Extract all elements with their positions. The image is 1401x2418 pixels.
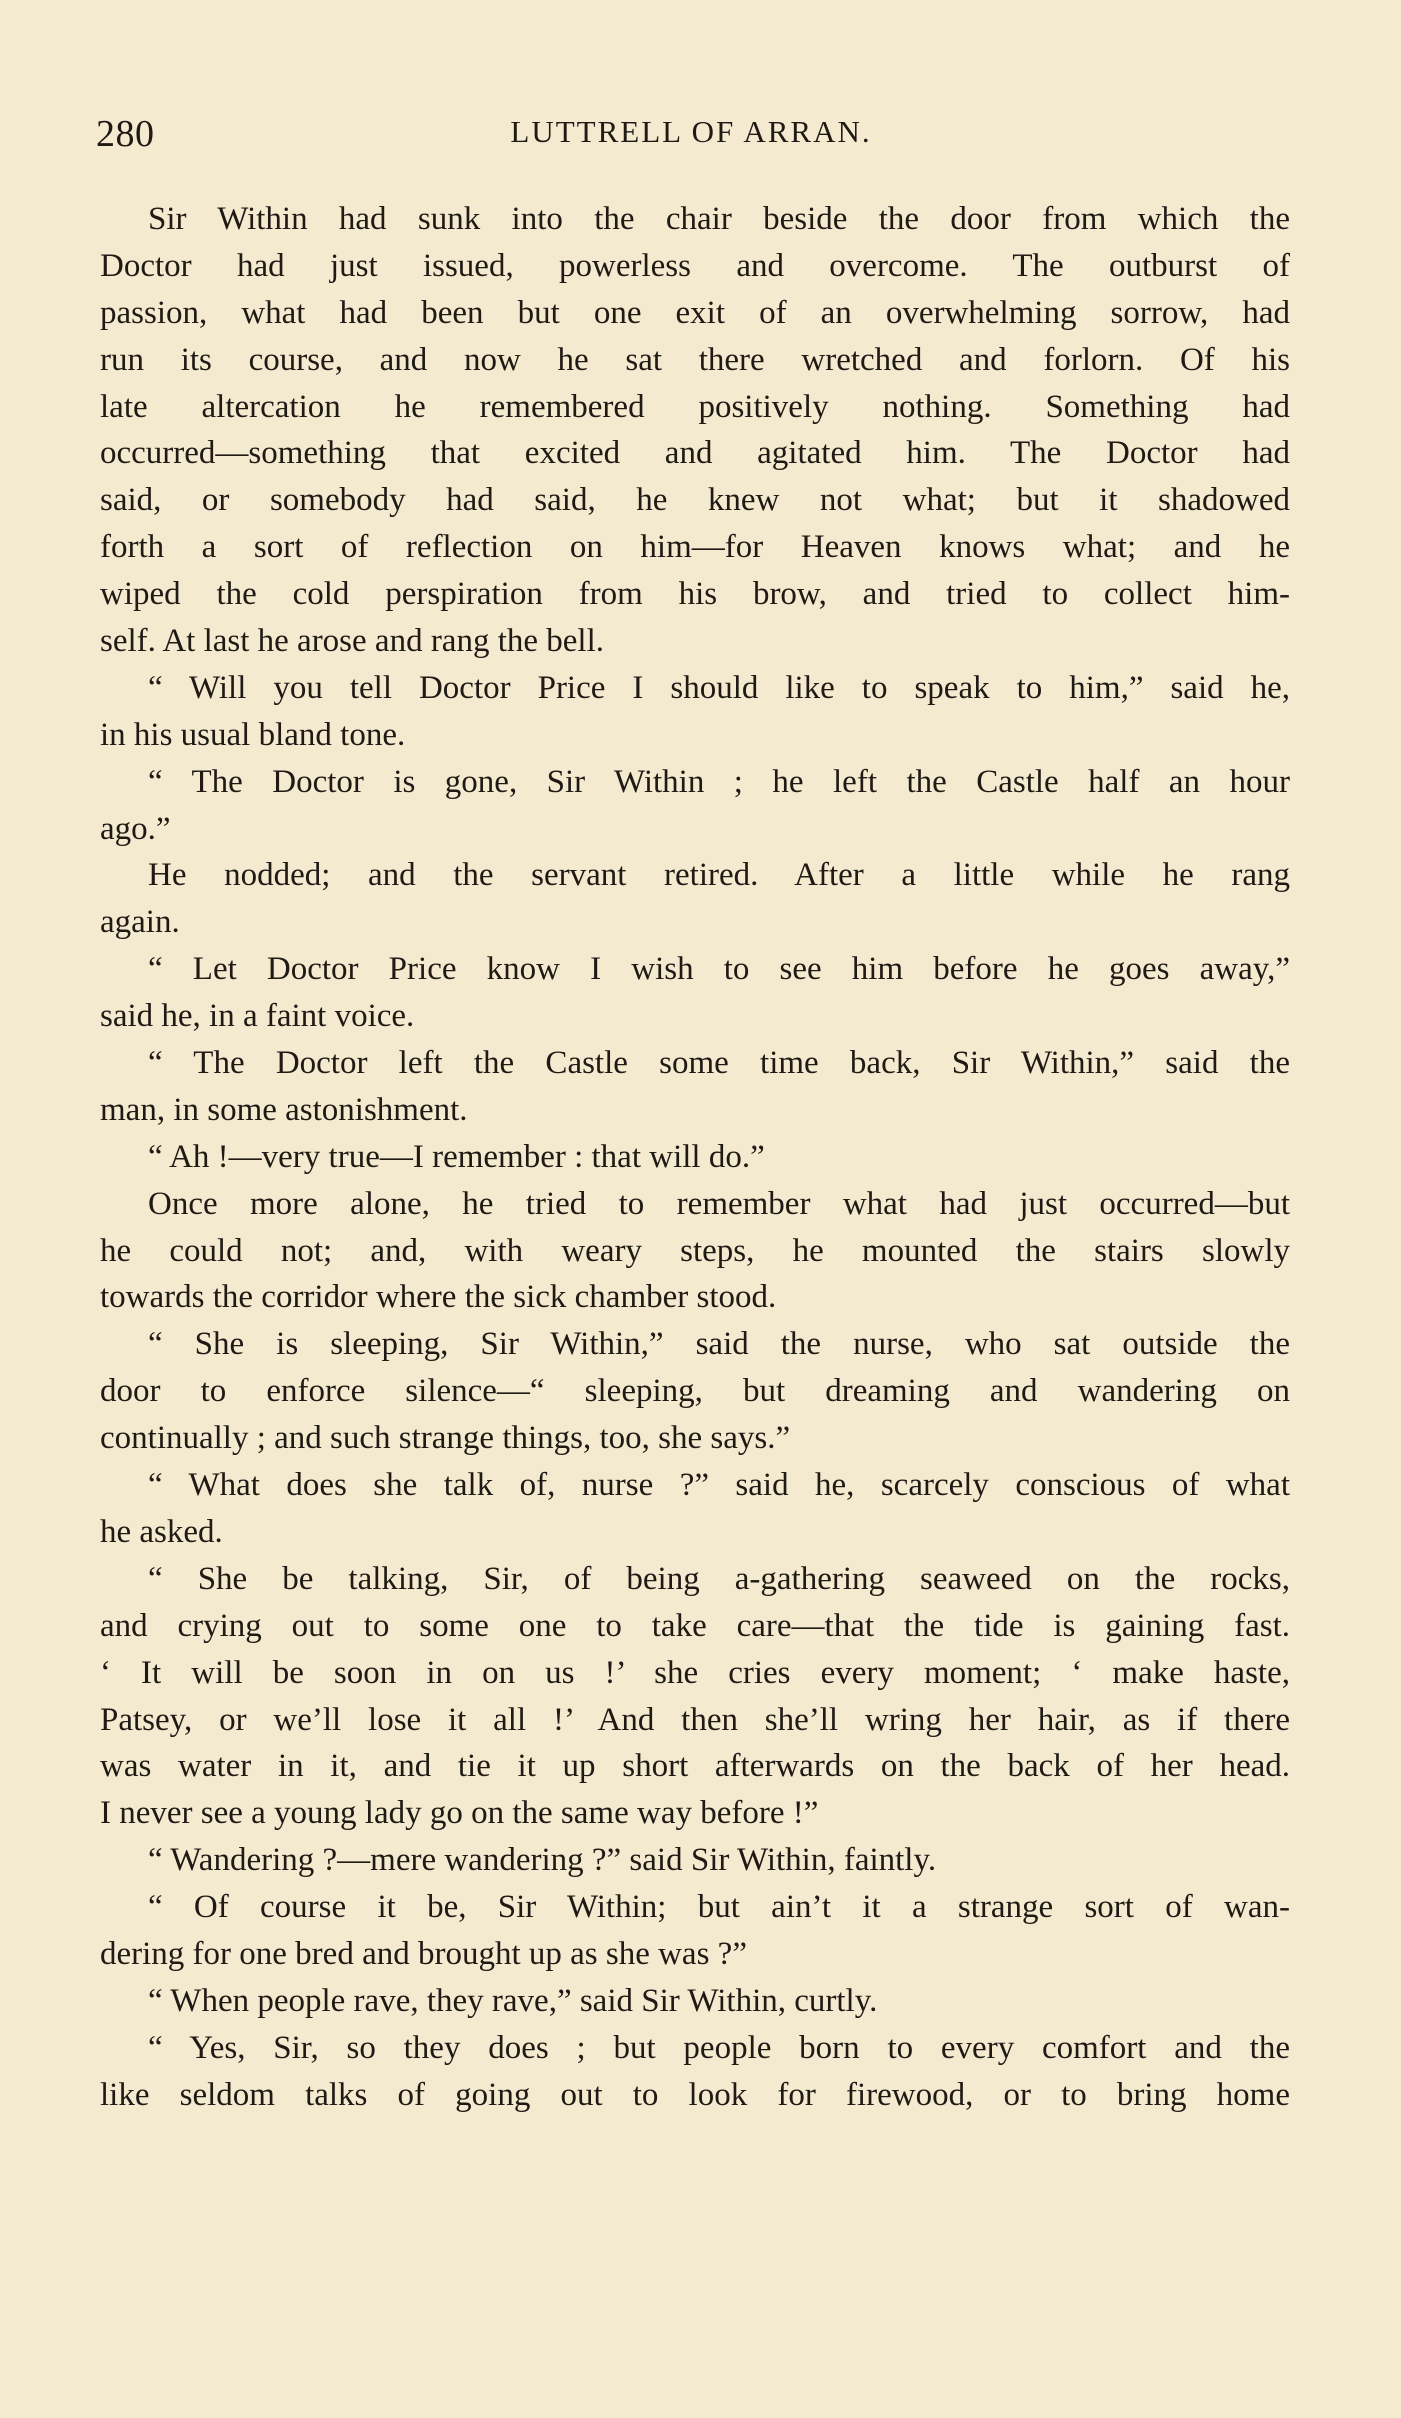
text-line: “ Yes, Sir, so they does ; but people born to every comfort and the: [148, 2029, 1290, 2066]
text-line: He nodded; and the servant retired. After a little while he rang: [148, 857, 1290, 894]
body-text: [100, 196, 1290, 2119]
text-line: wiped the cold perspiration from his brow, and tried to collect him-: [100, 576, 1290, 613]
text-line: Doctor had just issued, powerless and overcome. The outburst of: [100, 247, 1290, 284]
text-line: dering for one bred and brought up as she was ?”: [100, 1935, 747, 1972]
text-line: again.: [100, 904, 180, 941]
text-line: self. At last he arose and rang the bell.: [100, 623, 605, 660]
text-line: Once more alone, he tried to remember what had just occurred—but: [148, 1185, 1290, 1222]
text-line: run its course, and now he sat there wretched and forlorn. Of his: [100, 341, 1290, 378]
text-line: “ She be talking, Sir, of being a-gathering seaweed on the rocks,: [148, 1560, 1290, 1597]
text-line: “ When people rave, they rave,” said Sir Within, curtly.: [148, 1982, 878, 2019]
text-line: forth a sort of reflection on him—for Heaven knows what; and he: [100, 529, 1290, 566]
text-line: Sir Within had sunk into the chair beside the door from which the: [148, 201, 1290, 237]
text-line: “ Let Doctor Price know I wish to see him before he goes away,”: [148, 951, 1290, 988]
text-line: towards the corridor where the sick chamber stood.: [100, 1279, 777, 1316]
text-line: said he, in a faint voice.: [100, 998, 415, 1035]
text-line: like seldom talks of going out to look for firewood, or to bring home: [100, 2076, 1290, 2113]
text-line: was water in it, and tie it up short afterwards on the back of her head.: [100, 1748, 1290, 1785]
text-line: continually ; and such strange things, too, she says.”: [100, 1420, 791, 1457]
text-line: in his usual bland tone.: [100, 716, 406, 753]
text-line: he could not; and, with weary steps, he mounted the stairs slowly: [100, 1232, 1290, 1269]
running-title: LUTTRELL OF ARRAN.: [510, 114, 872, 149]
text-line: said, or somebody had said, he knew not what; but it shadowed: [100, 482, 1290, 519]
page-header: [96, 112, 1286, 172]
text-line: he asked.: [100, 1513, 223, 1550]
text-line: “ The Doctor is gone, Sir Within ; he left the Castle half an hour: [148, 763, 1290, 800]
text-line: “ The Doctor left the Castle some time back, Sir Within,” said the: [148, 1045, 1290, 1082]
page-number: 280: [96, 113, 155, 155]
text-line: ‘ It will be soon in on us !’ she cries every moment; ‘ make haste,: [100, 1654, 1290, 1691]
text-line: Patsey, or we’ll lose it all !’ And then she’ll wring her hair, as if there: [100, 1701, 1290, 1738]
text-line: “ Of course it be, Sir Within; but ain’t it a strange sort of wan-: [148, 1889, 1290, 1926]
text-line: man, in some astonishment.: [100, 1091, 468, 1128]
text-line: occurred—something that excited and agitated him. The Doctor had: [100, 435, 1290, 472]
text-line: late altercation he remembered positively nothing. Something had: [100, 388, 1290, 425]
text-line: “ She is sleeping, Sir Within,” said the nurse, who sat outside the: [148, 1326, 1290, 1363]
text-line: “ Ah !—very true—I remember : that will do.”: [148, 1138, 765, 1175]
text-line: passion, what had been but one exit of an overwhelming sorrow, had: [100, 294, 1290, 331]
text-line: “ What does she talk of, nurse ?” said he, scarcely conscious of what: [148, 1467, 1290, 1504]
text-line: I never see a young lady go on the same way before !”: [100, 1795, 819, 1832]
text-line: and crying out to some one to take care—that the tide is gaining fast.: [100, 1607, 1290, 1644]
text-line: ago.”: [100, 810, 171, 847]
text-line: “ Wandering ?—mere wandering ?” said Sir Within, faintly.: [148, 1842, 937, 1879]
text-line: door to enforce silence—“ sleeping, but dreaming and wandering on: [100, 1373, 1290, 1410]
text-line: “ Will you tell Doctor Price I should like to speak to him,” said he,: [148, 669, 1290, 706]
